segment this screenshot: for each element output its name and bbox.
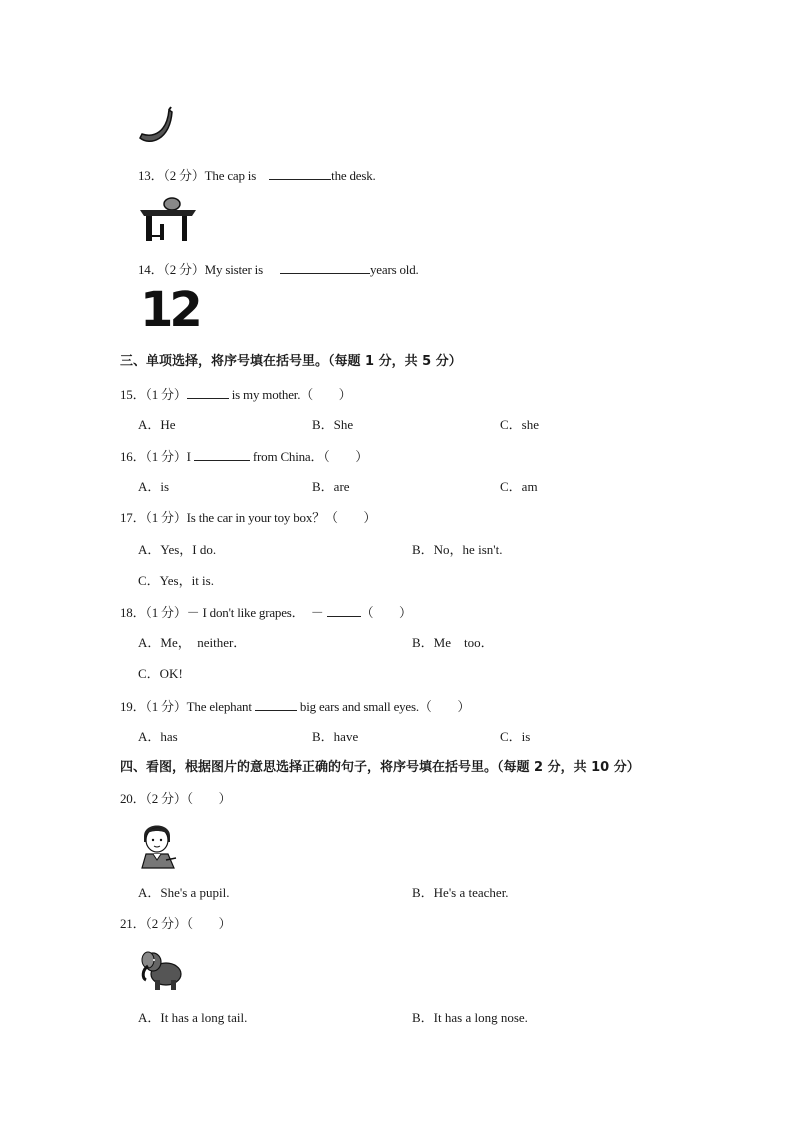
question-20: 20．（2 分）（ ） — [120, 791, 232, 806]
desk-cap-image — [138, 196, 198, 242]
question-14: 14．（2 分）My sister is years old. — [138, 262, 419, 277]
section-4-title: 四、看图，根据图片的意思选择正确的句子，将序号填在括号里。（每题 2 分，共 10 分） — [120, 760, 640, 775]
q18-option-b[interactable]: B．Me too． — [412, 635, 494, 650]
q17-option-a[interactable]: A．Yes，I do. — [138, 542, 217, 557]
q19-option-b[interactable]: B．have — [312, 729, 359, 744]
answer-blank[interactable] — [269, 167, 331, 180]
question-18: 18．（1 分）－ I don't like grapes． － （ ） — [120, 605, 412, 620]
q17-option-b[interactable]: B．No，he isn't. — [412, 542, 503, 557]
q15-option-b[interactable]: B．She — [312, 417, 354, 432]
elephant-image — [138, 946, 184, 992]
number-12-image: 12 — [140, 282, 199, 338]
question-19: 19．（1 分）The elephant big ears and small eyes.（ ） — [120, 699, 471, 714]
question-16: 16．（1 分）I from China．（ ） — [120, 449, 368, 464]
q16-option-a[interactable]: A．is — [138, 479, 170, 494]
q16-option-c[interactable]: C．am — [500, 479, 538, 494]
q17-option-c[interactable]: C．Yes，it is. — [138, 573, 214, 588]
q21-option-b[interactable]: B．It has a long nose. — [412, 1010, 528, 1025]
question-21: 21．（2 分）（ ） — [120, 916, 232, 931]
answer-blank[interactable] — [280, 261, 370, 274]
question-17: 17．（1 分）Is the car in your toy box？（ ） — [120, 510, 377, 525]
q20-option-b[interactable]: B．He's a teacher. — [412, 885, 509, 900]
q19-option-a[interactable]: A．has — [138, 729, 178, 744]
q18-option-a[interactable]: A．Me， neither． — [138, 635, 247, 650]
q19-option-c[interactable]: C．is — [500, 729, 531, 744]
answer-blank[interactable] — [187, 386, 229, 399]
answer-blank[interactable] — [255, 698, 297, 711]
q21-option-a[interactable]: A．It has a long tail. — [138, 1010, 248, 1025]
q15-option-c[interactable]: C．she — [500, 417, 540, 432]
pupil-image — [136, 820, 180, 870]
q16-option-b[interactable]: B．are — [312, 479, 350, 494]
q18-option-c[interactable]: C．OK! — [138, 666, 183, 681]
question-15: 15．（1 分） is my mother.（ ） — [120, 387, 352, 402]
answer-blank[interactable] — [194, 448, 250, 461]
section-3-title: 三、单项选择，将序号填在括号里。（每题 1 分，共 5 分） — [120, 354, 462, 369]
banana-image — [136, 106, 176, 146]
question-13: 13．（2 分）The cap is the desk. — [138, 168, 376, 183]
answer-blank[interactable] — [327, 604, 361, 617]
q15-option-a[interactable]: A．He — [138, 417, 176, 432]
q20-option-a[interactable]: A．She's a pupil. — [138, 885, 230, 900]
